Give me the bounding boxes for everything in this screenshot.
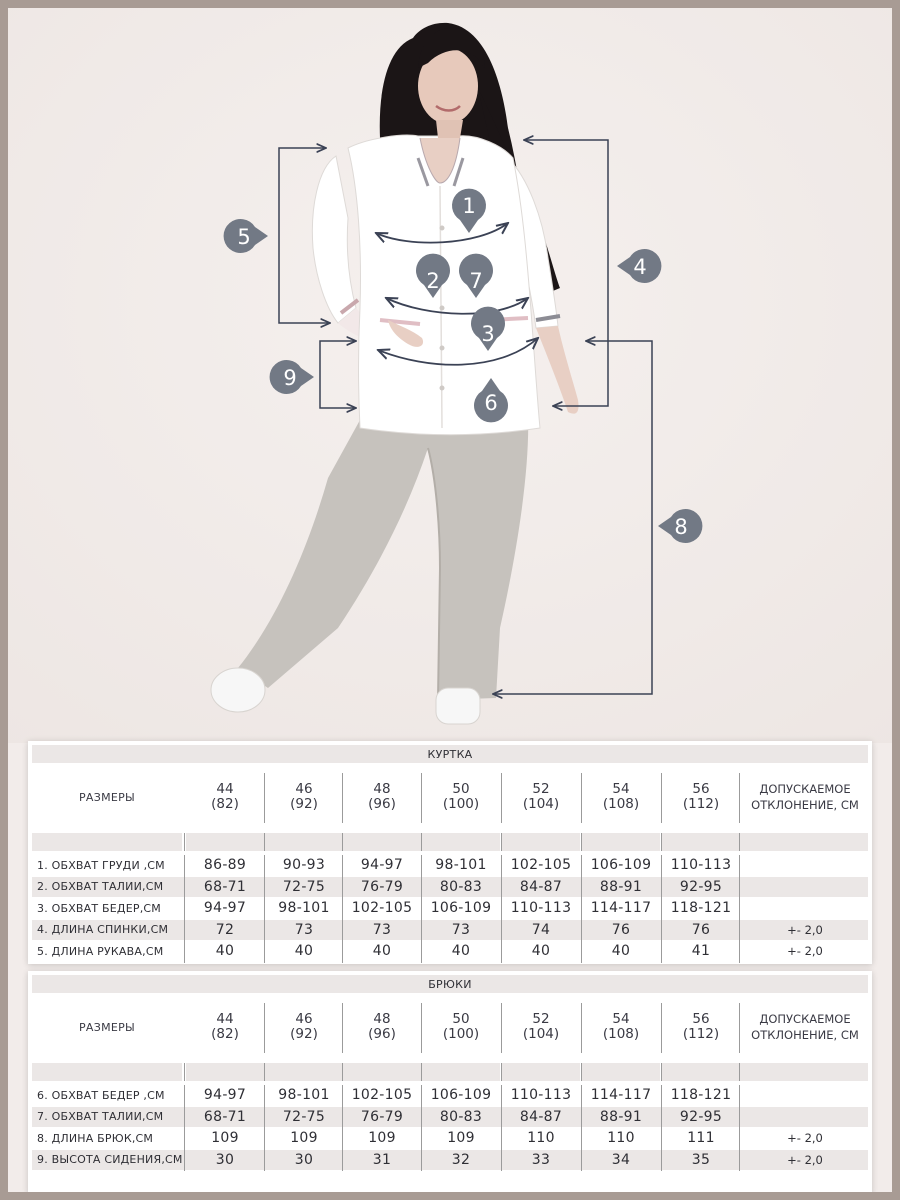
table-cell: 40	[611, 943, 631, 959]
size-value: 54	[612, 1011, 630, 1027]
column-divider	[661, 855, 662, 963]
column-divider	[421, 773, 422, 823]
size-header	[422, 999, 500, 1055]
table-cell: 94-97	[360, 857, 404, 873]
svg-text:1: 1	[462, 194, 476, 218]
spacer-band	[502, 833, 580, 851]
table-cell: 32	[451, 1151, 471, 1168]
table-cell: 73	[451, 921, 471, 938]
spacer-band	[662, 1063, 740, 1081]
size-header	[186, 769, 264, 825]
size-value: 56	[692, 1011, 710, 1027]
table-cell: 72-75	[282, 878, 326, 895]
column-divider	[661, 833, 662, 851]
size-header	[502, 999, 580, 1055]
column-divider	[264, 1063, 265, 1081]
column-divider	[184, 833, 185, 851]
table-cell: 118-121	[670, 1087, 732, 1103]
table-cell: 106-109	[590, 857, 652, 873]
size-value: 44	[216, 781, 234, 797]
table-cell: 102-105	[351, 900, 413, 916]
deviation-cell: +- 2,0	[787, 944, 823, 958]
table-cell: 92-95	[679, 1108, 723, 1125]
deviation-cell	[740, 1107, 870, 1127]
deviation-cell	[740, 898, 870, 918]
column-divider	[581, 833, 582, 851]
column-divider	[342, 773, 343, 823]
table-cell: 40	[531, 943, 551, 959]
size-chest: (82)	[211, 1026, 239, 1042]
column-divider	[581, 1003, 582, 1053]
size-chest: (104)	[522, 1026, 560, 1042]
table-cell: 73	[372, 921, 392, 938]
svg-text:4: 4	[633, 255, 647, 279]
column-divider	[342, 833, 343, 851]
table-cell: 33	[531, 1151, 551, 1168]
column-divider	[661, 1085, 662, 1171]
table-cell: 106-109	[430, 1087, 492, 1103]
table-cell: 40	[294, 943, 314, 959]
table-cell: 76-79	[360, 1108, 404, 1125]
pants-table-grid	[28, 971, 872, 1192]
column-divider	[264, 833, 265, 851]
jacket-size-table	[28, 741, 872, 964]
column-divider	[739, 833, 740, 851]
row-label: 1. ОБХВАТ ГРУДИ ,СМ	[37, 858, 165, 872]
table-cell: 30	[294, 1151, 314, 1168]
size-value: 52	[532, 1011, 550, 1027]
table-cell: 110-113	[510, 900, 572, 916]
table-cell: 80-83	[439, 878, 483, 895]
table-cell: 31	[372, 1151, 392, 1168]
column-divider	[264, 1003, 265, 1053]
deviation-cell	[740, 1085, 870, 1105]
size-chest: (82)	[211, 796, 239, 812]
spacer-band	[186, 833, 264, 851]
size-chest: (104)	[522, 796, 560, 812]
deviation-cell	[740, 877, 870, 897]
column-divider	[581, 773, 582, 823]
table-cell: 106-109	[430, 900, 492, 916]
deviation-header-line: ОТКЛОНЕНИЕ, СМ	[751, 1028, 859, 1042]
table-cell: 98-101	[435, 857, 487, 873]
row-label: 4. ДЛИНА СПИНКИ,СМ	[37, 923, 169, 936]
row-label: 7. ОБХВАТ ТАЛИИ,СМ	[37, 1110, 164, 1123]
table-cell: 94-97	[203, 1087, 247, 1103]
table-cell: 111	[687, 1130, 715, 1146]
row-label: 8. ДЛИНА БРЮК,СМ	[37, 1131, 154, 1145]
column-divider	[421, 833, 422, 851]
deviation-header-line: ДОПУСКАЕМОЕ	[759, 1012, 851, 1026]
table-cell: 76-79	[360, 878, 404, 895]
column-divider	[342, 1003, 343, 1053]
column-divider	[501, 773, 502, 823]
column-divider	[739, 1003, 740, 1053]
table-cell: 74	[531, 921, 551, 938]
table-cell: 88-91	[599, 1108, 643, 1125]
svg-text:7: 7	[469, 269, 483, 293]
row-label: 5. ДЛИНА РУКАВА,СМ	[37, 944, 164, 958]
column-divider	[501, 855, 502, 963]
row-label: 6. ОБХВАТ БЕДЕР ,СМ	[37, 1088, 165, 1102]
deviation-header-line: ОТКЛОНЕНИЕ, СМ	[751, 798, 859, 812]
table-cell: 110	[527, 1130, 555, 1146]
table-cell: 109	[211, 1130, 239, 1146]
pants-size-table	[28, 971, 872, 1192]
table-cell: 110-113	[510, 1087, 572, 1103]
spacer-band	[502, 1063, 580, 1081]
size-chest: (96)	[368, 796, 396, 812]
size-chest: (108)	[602, 1026, 640, 1042]
deviation-header-line: ДОПУСКАЕМОЕ	[759, 782, 851, 796]
svg-text:3: 3	[481, 322, 495, 346]
size-chest: (112)	[682, 1026, 720, 1042]
size-chest: (108)	[602, 796, 640, 812]
spacer-band	[343, 833, 421, 851]
table-cell: 92-95	[679, 878, 723, 895]
product-card	[8, 8, 892, 1192]
size-header	[502, 769, 580, 825]
table-cell: 76	[691, 921, 711, 938]
column-divider	[739, 773, 740, 823]
size-header	[186, 999, 264, 1055]
spacer-band	[422, 1063, 500, 1081]
sizes-label: РАЗМЕРЫ	[78, 790, 136, 804]
spacer-band	[265, 833, 343, 851]
table-cell: 90-93	[282, 857, 326, 873]
jacket-table-grid	[28, 741, 872, 964]
spacer-band	[32, 833, 182, 851]
size-header	[582, 769, 660, 825]
table-cell: 88-91	[599, 878, 643, 895]
deviation-cell	[740, 855, 870, 875]
size-chest: (100)	[442, 796, 480, 812]
table-cell: 72	[215, 921, 235, 938]
table-cell: 35	[691, 1151, 711, 1168]
svg-text:2: 2	[426, 269, 440, 293]
column-divider	[342, 1063, 343, 1081]
deviation-header	[740, 769, 870, 825]
model-photo	[8, 8, 892, 743]
column-divider	[342, 855, 343, 963]
spacer-band	[422, 833, 500, 851]
spacer-band	[582, 1063, 660, 1081]
size-value: 50	[452, 1011, 470, 1027]
column-divider	[581, 855, 582, 963]
table-cell: 102-105	[351, 1087, 413, 1103]
column-divider	[342, 1085, 343, 1171]
column-divider	[184, 1063, 185, 1081]
size-value: 46	[295, 1011, 313, 1027]
row-label: 3. ОБХВАТ БЕДЕР,СМ	[37, 901, 161, 915]
table-cell: 40	[451, 943, 471, 959]
table-cell: 68-71	[203, 1108, 247, 1125]
spacer-band	[740, 1063, 868, 1081]
size-value: 48	[373, 1011, 391, 1027]
column-divider	[581, 1063, 582, 1081]
column-divider	[739, 1085, 740, 1171]
table-cell: 84-87	[519, 1108, 563, 1125]
column-divider	[581, 1085, 582, 1171]
column-divider	[501, 833, 502, 851]
jacket-table-title: КУРТКА	[32, 745, 868, 763]
column-divider	[739, 1063, 740, 1081]
table-cell: 118-121	[670, 900, 732, 916]
size-value: 54	[612, 781, 630, 797]
spacer-band	[265, 1063, 343, 1081]
size-header	[662, 769, 740, 825]
column-divider	[421, 1003, 422, 1053]
table-cell: 30	[215, 1151, 235, 1168]
spacer-band	[186, 1063, 264, 1081]
column-divider	[501, 1085, 502, 1171]
size-chest: (96)	[368, 1026, 396, 1042]
column-divider	[264, 1085, 265, 1171]
column-divider	[264, 773, 265, 823]
pants-table-title: БРЮКИ	[32, 975, 868, 993]
column-divider	[739, 855, 740, 963]
size-header	[265, 999, 343, 1055]
size-value: 50	[452, 781, 470, 797]
spacer-band	[662, 833, 740, 851]
svg-text:8: 8	[674, 515, 688, 539]
table-cell: 109	[368, 1130, 396, 1146]
deviation-header	[740, 999, 870, 1055]
table-cell: 114-117	[590, 1087, 652, 1103]
table-cell: 98-101	[278, 900, 330, 916]
column-divider	[421, 1063, 422, 1081]
table-cell: 98-101	[278, 1087, 330, 1103]
spacer-band	[582, 833, 660, 851]
deviation-cell: +- 2,0	[787, 922, 823, 937]
table-cell: 114-117	[590, 900, 652, 916]
svg-text:6: 6	[484, 391, 498, 415]
table-cell: 86-89	[203, 857, 247, 873]
size-value: 46	[295, 781, 313, 797]
size-header	[265, 769, 343, 825]
table-cell: 102-105	[510, 857, 572, 873]
svg-text:9: 9	[283, 366, 297, 390]
size-header	[343, 999, 421, 1055]
spacer-band	[740, 833, 868, 851]
column-divider	[661, 773, 662, 823]
table-cell: 80-83	[439, 1108, 483, 1125]
table-cell: 40	[215, 943, 235, 959]
size-value: 56	[692, 781, 710, 797]
sizes-label: РАЗМЕРЫ	[78, 1020, 136, 1034]
column-divider	[264, 855, 265, 963]
row-label: 2. ОБХВАТ ТАЛИИ,СМ	[37, 880, 164, 893]
column-divider	[661, 1003, 662, 1053]
size-chest: (92)	[290, 796, 318, 812]
table-cell: 34	[611, 1151, 631, 1168]
size-header	[582, 999, 660, 1055]
column-divider	[501, 1063, 502, 1081]
column-divider	[501, 1003, 502, 1053]
table-cell: 110	[607, 1130, 635, 1146]
table-cell: 72-75	[282, 1108, 326, 1125]
table-cell: 110-113	[670, 857, 732, 873]
spacer-band	[32, 1063, 182, 1081]
spacer-band	[343, 1063, 421, 1081]
table-cell: 109	[447, 1130, 475, 1146]
size-header	[422, 769, 500, 825]
size-header	[662, 999, 740, 1055]
column-divider	[421, 855, 422, 963]
size-value: 48	[373, 781, 391, 797]
table-cell: 109	[290, 1130, 318, 1146]
row-label: 9. ВЫСОТА СИДЕНИЯ,СМ	[37, 1153, 183, 1166]
deviation-cell: +- 2,0	[787, 1152, 823, 1167]
size-chest: (112)	[682, 796, 720, 812]
table-cell: 84-87	[519, 878, 563, 895]
deviation-cell: +- 2,0	[787, 1131, 823, 1145]
size-header	[343, 769, 421, 825]
column-divider	[184, 855, 185, 963]
size-chest: (92)	[290, 1026, 318, 1042]
size-chest: (100)	[442, 1026, 480, 1042]
table-cell: 76	[611, 921, 631, 938]
column-divider	[661, 1063, 662, 1081]
table-cell: 41	[691, 943, 711, 959]
table-cell: 94-97	[203, 900, 247, 916]
column-divider	[184, 1085, 185, 1171]
column-divider	[421, 1085, 422, 1171]
table-cell: 68-71	[203, 878, 247, 895]
table-cell: 40	[372, 943, 392, 959]
table-cell: 73	[294, 921, 314, 938]
size-value: 44	[216, 1011, 234, 1027]
size-value: 52	[532, 781, 550, 797]
svg-text:5: 5	[237, 225, 251, 249]
